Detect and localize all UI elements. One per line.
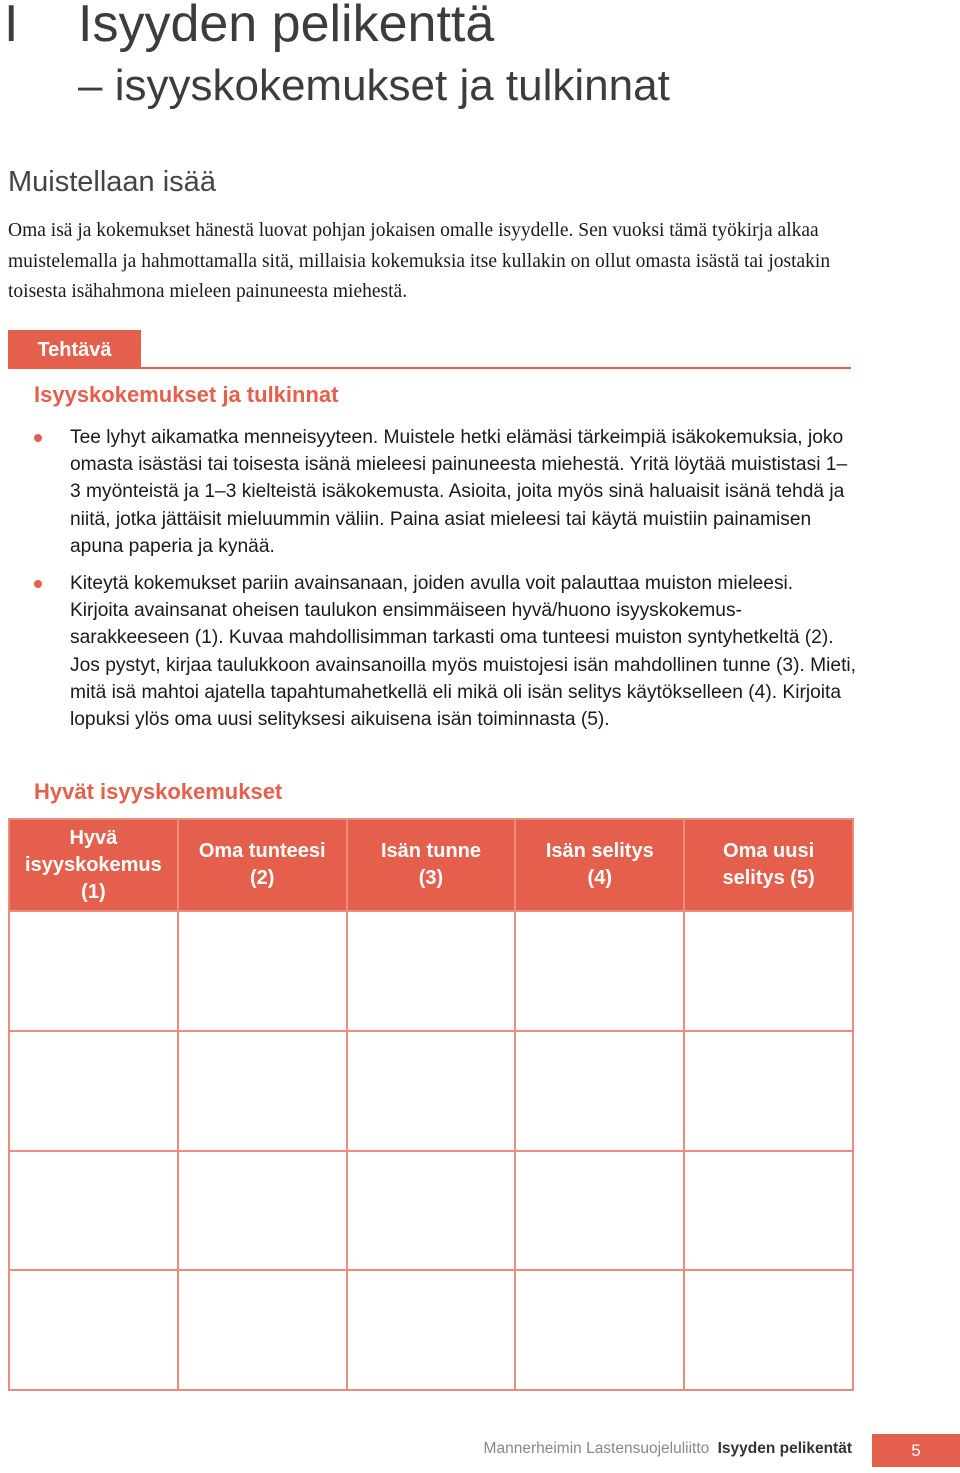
- page-subtitle: – isyyskokemukset ja tulkinnat: [78, 61, 670, 110]
- table-heading: Hyvät isyyskokemukset: [34, 779, 283, 804]
- table-cell[interactable]: [685, 1032, 852, 1150]
- chapter-number: I: [4, 0, 19, 53]
- page-number: 5: [872, 1434, 960, 1467]
- column-header: Oma uusi selitys (5): [685, 820, 852, 910]
- table-cell[interactable]: [10, 1152, 177, 1270]
- table-cell[interactable]: [179, 912, 346, 1030]
- task-bullet-list: [34, 424, 856, 743]
- experience-table: [8, 818, 854, 1391]
- bullet-text: Kiteytä kokemukset pariin avainsanaan, joiden avulla voit palauttaa muiston mieleesi. Kirjoita avainsanat oheisen taulukon ensimmäiseen hyvä/huono isyyskokemus-sarakkeeseen (1). Kuvaa mahdollisimman tarkasti oma tunteesi muiston syntyhetkeltä (2). Jos pystyt, kirjaa taulukkoon avainsanoilla myös muistojesi isän mahdollinen tunne (3). Mieti, mitä isä mahtoi ajatella tapahtumahetkellä eli mikä oli isän selitys käytökselleen (4). Kirjoita lopuksi ylös oma uusi selityksesi aikuisena isän toiminnasta (5).: [70, 573, 856, 731]
- bullet-dot-icon: [34, 434, 42, 442]
- table-cell[interactable]: [516, 1152, 683, 1270]
- table-cell[interactable]: [10, 1032, 177, 1150]
- column-header: Oma tunteesi (2): [179, 820, 346, 910]
- table-cell[interactable]: [179, 1271, 346, 1389]
- column-header: Isän tunne (3): [348, 820, 515, 910]
- table-cell[interactable]: [516, 1271, 683, 1389]
- table-cell[interactable]: [685, 1152, 852, 1270]
- table-cell[interactable]: [685, 912, 852, 1030]
- bullet-text: Tee lyhyt aikamatka menneisyyteen. Muistele hetki elämäsi tärkeimpiä isäkokemuksia, joko omasta isästäsi tai toisesta isänä mieleesi painuneesta miehestä. Yritä löytää muististasi 1–3 myönteistä ja 1–3 kielteistä isäkokemusta. Asioita, joita myös sinä haluaisit isänä tehdä ja niitä, jotka jättäisit mieluummin väliin. Paina asiat mieleesi tai käytä muistiin painamisen apuna paperia ja kynää.: [70, 427, 848, 557]
- table-cell[interactable]: [348, 1152, 515, 1270]
- task-tab: Tehtävä: [8, 330, 141, 368]
- task-title: Isyyskokemukset ja tulkinnat: [34, 382, 339, 407]
- table-cell[interactable]: [348, 1032, 515, 1150]
- footer-organization: Mannerheimin Lastensuojeluliitto: [483, 1440, 710, 1457]
- footer-book-title: Isyyden pelikentät: [717, 1440, 852, 1457]
- task-divider: [8, 367, 851, 369]
- table-cell[interactable]: [685, 1271, 852, 1389]
- table-cell[interactable]: [10, 912, 177, 1030]
- page-title: Isyyden pelikenttä: [78, 0, 495, 53]
- list-item: [34, 570, 856, 733]
- table-cell[interactable]: [516, 912, 683, 1030]
- table-cell[interactable]: [179, 1032, 346, 1150]
- table-cell[interactable]: [348, 1271, 515, 1389]
- bullet-dot-icon: [34, 580, 42, 588]
- section-heading: Muistellaan isää: [8, 166, 216, 198]
- intro-paragraph: Oma isä ja kokemukset hänestä luovat pohjan jokaisen omalle isyydelle. Sen vuoksi tämä työkirja alkaa muistelemalla ja hahmottamalla sitä, millaisia kokemuksia itse kullakin on ollut omasta isästä tai jostakin toisesta isähahmona mieleen painuneesta miehestä.: [8, 220, 831, 302]
- footer-text: [484, 1438, 852, 1460]
- list-item: [34, 424, 856, 560]
- column-header: Hyvä isyyskokemus (1): [10, 820, 177, 910]
- column-header: Isän selitys (4): [516, 820, 683, 910]
- table-cell[interactable]: [10, 1271, 177, 1389]
- table-cell[interactable]: [348, 912, 515, 1030]
- table-cell[interactable]: [516, 1032, 683, 1150]
- table-cell[interactable]: [179, 1152, 346, 1270]
